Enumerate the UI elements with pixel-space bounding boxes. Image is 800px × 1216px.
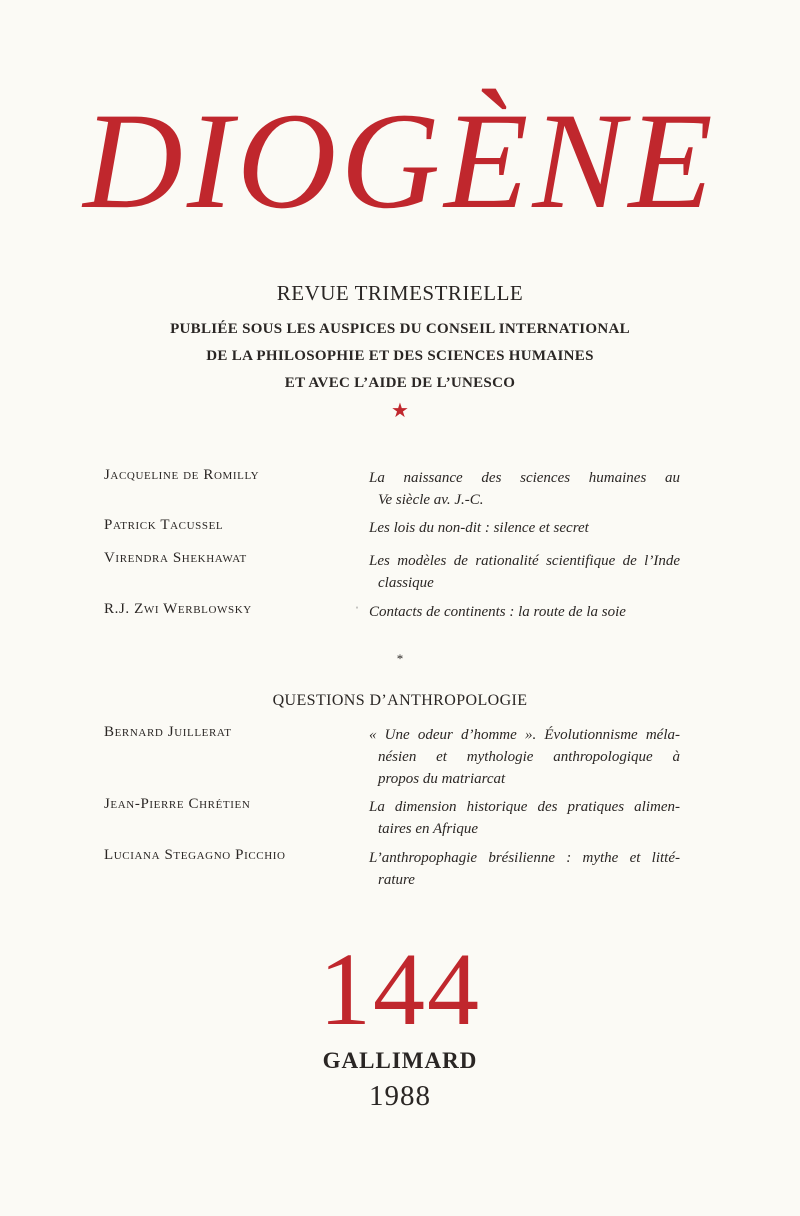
issue-number: 144 (319, 932, 481, 1047)
entry-title (369, 517, 680, 539)
asterisk-separator-icon: * (396, 651, 404, 666)
entry-title-line: Les lois du non-dit : silence et secret (369, 520, 589, 536)
entry-author: Patrick Tacussel (104, 517, 224, 533)
red-star-ornament-icon: ★ (391, 400, 409, 422)
section-title: QUESTIONS D’ANTHROPOLOGIE (272, 692, 528, 709)
journal-title: DIOGÈNE (83, 84, 717, 237)
entry-title (369, 601, 680, 623)
entry-title (369, 550, 680, 594)
entry-title-line: Contacts de continents : la route de la soie (369, 604, 626, 620)
publication-year: 1988 (369, 1080, 431, 1112)
entry-title-line: L’anthropophagie brésilienne : mythe et litté- (369, 850, 680, 866)
entry-title-line: Ve siècle av. J.-C. (378, 492, 484, 508)
entry-author: Luciana Stegagno Picchio (104, 847, 286, 863)
publisher-name: GALLIMARD (322, 1048, 478, 1073)
entry-title (369, 724, 680, 790)
auspices-statement (0, 316, 800, 397)
entry-title-line: classique (378, 575, 434, 591)
entry-title-line: La naissance des sciences humaines au (369, 470, 680, 486)
entry-title (369, 847, 680, 891)
entry-title (369, 796, 680, 840)
entry-author: Bernard Juillerat (104, 724, 232, 740)
entry-title-line: taires en Afrique (378, 821, 478, 837)
entry-author: R.J. Zwi Werblowsky (104, 601, 252, 617)
entry-title-line: « Une odeur d’homme ». Évolutionnisme méla- (369, 727, 680, 743)
auspices-line: DE LA PHILOSOPHIE ET DES SCIENCES HUMAINES (206, 348, 594, 364)
entry-title-line: La dimension historique des pratiques alimen- (369, 799, 680, 815)
entry-title-line: Les modèles de rationalité scientifique de l’Inde (369, 553, 680, 569)
entry-author: Virendra Shekhawat (104, 550, 247, 566)
entry-author: Jacqueline de Romilly (104, 467, 260, 483)
entry-title-line: propos du matriarcat (378, 771, 506, 787)
journal-subtitle: REVUE TRIMESTRIELLE (276, 281, 524, 305)
entry-title (369, 467, 680, 511)
entry-title-line: rature (378, 872, 415, 888)
margin-mark: ˈ (355, 604, 359, 618)
entry-author: Jean-Pierre Chrétien (104, 796, 251, 812)
auspices-line: PUBLIÉE SOUS LES AUSPICES DU CONSEIL INTERNATIONAL (170, 321, 630, 337)
auspices-line: ET AVEC L’AIDE DE L’UNESCO (284, 375, 516, 391)
entry-title-line: nésien et mythologie anthropologique à (378, 749, 680, 765)
